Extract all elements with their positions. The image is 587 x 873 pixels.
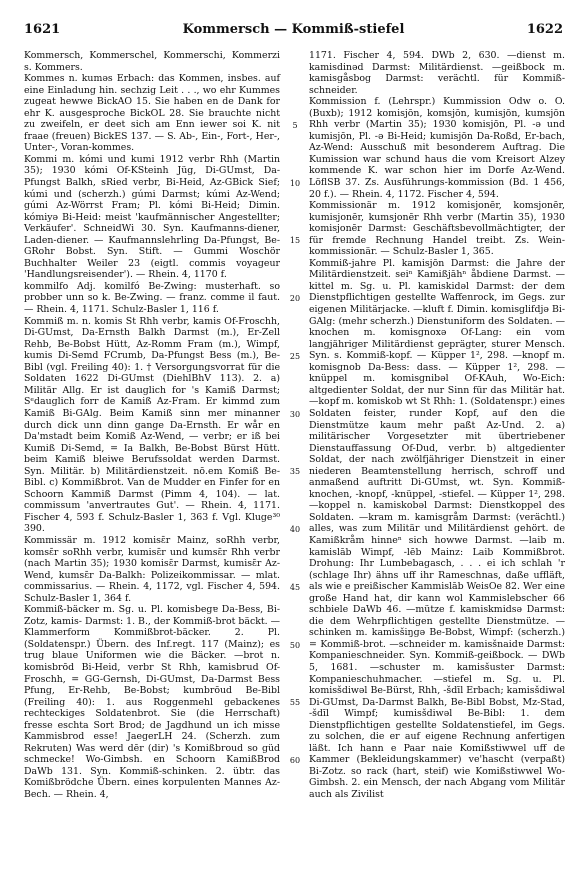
entry-kommissionaer: Kommissionär m. 1912 komisjonēr, komsjonēr, kumisjonēr, kumsjonēr Rhh verbr (Martin 35), 1930 komisjonēr Darmst: Geschäftsbevollmächtigter, der für fremde Rechnung Handel treibt. Zs. Wein-kommissionär. — Schulz-Basler 1, 365. bbox=[309, 200, 565, 258]
entry-kommilfo: kommilfo Adj. komilfó Be-Zwing: musterhaft. so probber unn so k. Be-Zwing. — franz. comme il faut. — Rhein. 4, 1171. Schulz-Basler 1, 116 f. bbox=[24, 280, 280, 316]
page-header bbox=[24, 22, 563, 38]
entry-kommission: Kommission f. (Lehrspr.) Kummission Odw o. O. (Buxb); 1912 komisjōn, komsjōn, kumisjōn, kumsjōn Rhh verbr (Martin 35); 1930 komisjōn, Pl. -ə und kumisjōn, Pl. -ə Bi-Heid; kumisjōn Da-Roßd, Er-bach, Az-Wend: Ausschuß mit besonderem Auftrag. Die Kumission war schund haus die vom Kreisort Alzey kommende K. war schon hier im Dorfe Az-Wend. LöflSB 37. Zs. Ausführungs-kommission (Bd. 1 456, 20 f.). — Rhein. 4, 1172. Fischer 4, 594. bbox=[309, 96, 565, 200]
right-page-number: 1622 bbox=[526, 22, 563, 37]
entry-kommiss-brot-cont: 1171. Fischer 4, 594. DWb 2, 630. —dienst m. kamisdinəd Darmst: Militärdienst. —geißbock m. kamisgåsbog Darmst: verächtl. für Kommiß-schneider. bbox=[309, 50, 565, 96]
entry-kommes: Kommes n. kuməs Erbach: das Kommen, insbes. auf eine Einladung hin. sechzig Leit . . ., wo ehr Kummes zugeat hewwe BickAO 15. Sie haben en de Dank for ehr K. ausgesproche BickOL 28. Sie brauchte nicht zu zweifeln, er deet sich am Enn iewer soi K. nit fraae (freuen) BickES 137. — S. Ab-, Ein-, Fort-, Her-, Unter-, Voran-kommes. bbox=[24, 73, 280, 154]
left-page-number: 1621 bbox=[24, 22, 61, 37]
line-number: 10 bbox=[289, 179, 301, 188]
entry-kommissaer: Kommissär m. 1912 komisɛ̄r Mainz, soRhh verbr, komsɛ̄r soRhh verbr, kumisɛ̄r und kumsɛ̄r Rhh verbr (nach Martin 35); 1930 komisɛ̄r Darmst, kumisɛ̄r Az-Wend, kumsɛ̄r Da-Balkh: Polizeikommissar. — mlat. commissarius. — Rhein. 4, 1172, vgl. Fischer 4, 594. Schulz-Basler 1, 364 f. bbox=[24, 534, 280, 604]
entry-kommiss: Kommiß m. n. komis St Rhh verbr, kamis Of-Froschh, Di-GUmst, Da-Ernsth Balkh Darmst (m.), Er-Zell Rehb, Be-Bobst Hütt, Az-Romm Fram (m.), Wimpf, kumis Di-Semd FCrumb, Da-Pfungst Bess (m.), Be-Bibl (vgl. Freiling 40): 1. † Versorgungsvorrat für die Soldaten 1622 Di-GUmst (DiehlBhV 113). 2. a) Militär Allg. Er ist dauglich for 's Kamiß Darmst; Sᵉdauglich forr de Kamiß Az-Fram. Er kimmd zum Kamiß Bi-GAlg. Beim Kamiß sinn mer minanner durch dick unn dinn gange Da-Ernsth. Er wår en Da'mstadt beim Komiß Az-Wend, — verbr; er iß bei Kumiß Di-Semd, = Ia Balkh, Be-Bobst Bürst Hütt. beim Kamiß bleiwe Berufssoldat werden Darmst. Syn. Militär. b) Militärdienstzeit. nō.em Komiß Be-Bibl. c) Kommißbrot. Van de Mudder en Finfer for en Schoorn Kammiß Darmst (Pimm 4, 104). — lat. commissum 'anvertrautes Gut'. — Rhein. 4, 1171. Fischer 4, 593 f. Schulz-Basler 1, 363 f. Vgl. Kluge³⁰ 390. bbox=[24, 315, 280, 535]
line-number: 55 bbox=[289, 698, 301, 707]
entry-kommi: Kommi m. kómi und kumi 1912 verbr Rhh (Martin 35); 1930 kómi Of-KSteinh Jüg, Di-GUmst, Da-Pfungst Balkh, sRied verbr, Bi-Heid, Az-GBick Sief; kúmi und (scherzh.) gúmi Darmst; kúmi Az-Wend; gúmi Az-Wörrst Fram; Pl. kómi Bi-Heid; Dimin. kómiyə Bi-Heid: meist 'kaufmännischer Angestellter; Verkäufer'. SchneidWi 30. Syn. Kaufmanns-diener, Laden-diener. — Kaufmannslehrling Da-Pfungst, Be-GRohr Bobst. Syn. Stift. — Gummi Woschör Buchhalter Weiler 23 (eigtl. commis voyageur 'Handlungsreisender'). — Rhein. 4, 1170 f. bbox=[24, 153, 280, 281]
line-number: 50 bbox=[289, 641, 301, 650]
line-number: 30 bbox=[289, 410, 301, 419]
left-column bbox=[24, 50, 280, 801]
line-number: 45 bbox=[289, 583, 301, 592]
line-number: 60 bbox=[289, 756, 301, 765]
entry-kommersch: Kommersch, Kommerschel, Kommerschi, Kommerzi s. Kommers. bbox=[24, 50, 280, 73]
line-number: 35 bbox=[289, 467, 301, 476]
line-number: 5 bbox=[292, 121, 298, 130]
line-number: 15 bbox=[289, 236, 301, 245]
entry-kommiss-baecker: Kommiß-bäcker m. Sg. u. Pl. komisbegɐ Da-Bess, Bi-Zotz, kamis- Darmst: 1. B., der Kommiß-brot bäckt. — Klammerform Kommißbrot-bäcker. 2. Pl. (Soldatenspr.) Übern. des Inf.regt. 117 (Mainz); es trug blaue Uniformen wie die Bäcker. —brot n. komisbrōd Bi-Heid, verbr St Rhh, kamisbrud Of-Froschh, = GG-Gernsh, Di-GUmst, Da-Darmst Bess Pfung, Er-Rehb, Be-Bobst; kumbrōud Be-Bibl (Freiling 40): 1. aus Roggenmehl gebackenes rechteckiges Soldatenbrot. Sie (die Herrschaft) fresse eschta Sort Brod; de Jagdhund un ich misse Kammisbrod esse! JaegerLH 24. (Scherzh. zum Rekruten) Was werd dēr (dir) 's Komißbroud so güd schmecke! Wo-Gimbsh. en Schoorn KamißBrod DaWb 131. Syn. Kommiß-schinken. 2. übtr. das Komißbrödche Übern. eines korpulenten Mannes Az-Bech. — Rhein. 4, bbox=[24, 604, 281, 800]
line-number: 20 bbox=[289, 294, 301, 303]
line-number: 40 bbox=[289, 525, 301, 534]
entry-kommiss-jahre: Kommiß-jahre Pl. kamisjōn Darmst: die Jahre der Militärdienstzeit. sei⁠ⁿ Kamißjāhⁿ åbdiene Darmst. —kittel m. Sg. u. Pl. kamiskidəl Darmst: der dem Dienstpflichtigen gestellte Waffenrock, im Gegs. zur eigenen Militärjacke. —kluft f. Dimin. komisglifdjə Bi-GAlg: (mehr scherzh.) Dienstuniform des Soldaten. —knochen m. komisgnoxə Of-Lang: ein vom langjähriger Militärdienst geprägter, sturer Mensch. Syn. s. Kommiß-kopf. — Küpper 1², 298. —knopf m. komisgnob Da-Bess: dass. — Küpper 1², 298. —knüppel m. komisgnibəl Of-KAuh, Wo-Eich: altgedienter Soldat, der nur Sinn für das Militär hat. —kopf m. komiskob wt St Rhh: 1. (Soldatenspr.) eines Soldaten feister, runder Kopf, auf den die Dienstmütze kaum mehr paßt Az-Und. 2. a) militärischer Vorgesetzter mit übertriebener Dienstauffassung Of-Dud, verbr. b) altgedienter Soldat, der nach zwölfjähriger Dienstzeit in einer niederen Beamtenstellung herrisch, schroff und anmaßend auftritt Di-GUmst, wt. Syn. Kommiß-knochen, -knopf, -knüppel, -stiefel. — Küpper 1², 298. —koppel n. kamiskobəl Darmst: Dienstkoppel des Soldaten. —kram m. kamisgråm Darmst: (verächtl.) alles, was zum Militär und Militärdienst gehört. de Kamißkråm hinne⁠ⁿ sich howwe Darmst. —laib m. kamislāb Wimpf, -lēb Mainz: Laib Kommißbrot. Drohung: Ihr Lumbebagasch, . . . ei ich schlah 'r (schlage Ihr) ähns uff ihr Rameschnas, daße uffläft, als wie e preißischer Kammislāb WeisOe 82. Wer eine große Hand hat, dir kann wol Kammislebscher 66 schbiele DaWb 46. —mütze f. kamiskmidsə Darmst: die dem Wehrpflichtigen gestellte Dienstmütze. —schinken m. kamisšiŋgə Be-Bobst, Wimpf: (scherzh.) = Kommiß-brot. —schneider m. kamisšnaidɐ Darmst: Kompanieschneider. Syn. Kommiß-geißbock. — DWb 5, 1681. —schuster m. kamisšuster Darmst: Kompanieschuhmacher. —stiefel m. Sg. u. Pl. komisšdiwəl Be-Bürst, Rhh, -šdīl Erbach; kamisšdiwəl Di-GUmst, Da-Darmst Balkh, Be-Bibl Bobst, Mz-Stad, -šdīl Wimpf; kumisšdiwəl Be-Bibl: 1. dem Dienstpflichtigen gestellte Soldatenstiefel, im Gegs. zu solchen, die er auf eigene Rechnung anfertigen läßt. Ich hann e Paar naie Komißstiwwel uff de Kammer (Bekleidungskammer) ve'hascht (verpaßt) Bi-Zotz. so rack (hart, steif) wie Komißstiwwel Wo-Gimbsh. 2. ein Mensch, der nach Abgang vom Militär auch als Zivilist bbox=[309, 257, 565, 800]
running-title: Kommersch — Kommiß-stiefel bbox=[182, 22, 405, 37]
right-column bbox=[309, 50, 565, 801]
line-number: 25 bbox=[289, 352, 301, 361]
